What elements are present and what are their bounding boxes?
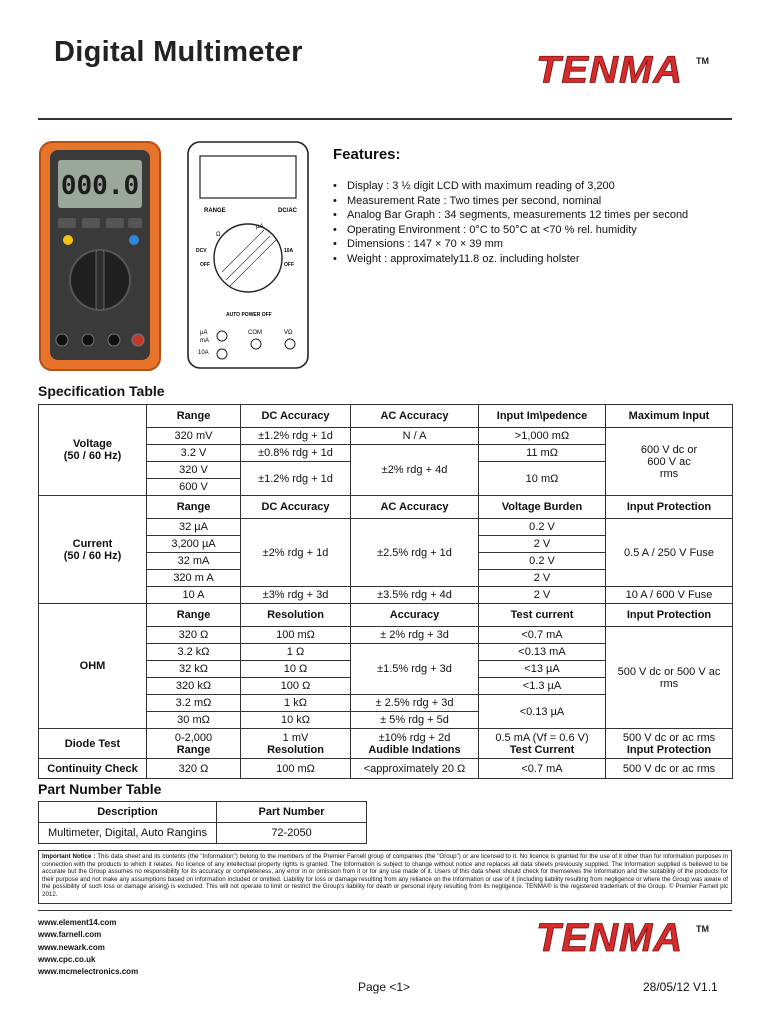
table-cell: ± 5% rdg + 5d	[351, 712, 479, 729]
link-mcmelectronics[interactable]: www.mcmelectronics.com	[38, 967, 139, 977]
notice-label: Important Notice :	[42, 853, 96, 860]
svg-text:COM: COM	[248, 330, 262, 336]
col-header: Range	[176, 743, 211, 756]
table-cell: 320 Ω	[147, 627, 241, 644]
feature-item: • Measurement Rate : Two times per second, nominal	[333, 194, 733, 209]
col-header: Audible Indations	[368, 743, 461, 756]
table-cell: >1,000 mΩ	[479, 428, 606, 445]
notice-text: This data sheet and its contents (the "Information") belong to the members of the Premier Farnell group of companies (the "Group") or are licensed to it. No licence is granted for the use of it other than for information purposes in connection with the products to which it relates. No licence of any intellectual property rights is granted. The Information is subject to change without notice and replaces all data sheets previously supplied. The Information supplied is believed to be accurate but the Group assumes no responsibility for its accuracy or completeness, any error in or omission from it or for any use made of it. Users of this data sheet should check for themselves the Information and the suitability of the products for their purpose and not make any assumptions based on information included or omitted. Liability for loss or damage resulting from any reliance on the Information or use of it (including liability resulting from negligence or where the Group was aware of the possibility of such loss or damage arising) is excluded. This will not operate to limit or restrict the Group's liability for death or personal injury resulting from its negligence. TENMA® is the registered trademark of the Group. © Premier Farnell plc 2012.	[42, 853, 728, 898]
features-section	[333, 146, 733, 266]
page-title: Digital Multimeter	[54, 36, 303, 68]
svg-text:OFF: OFF	[284, 262, 294, 268]
feature-item: • Analog Bar Graph : 34 segments, measurements 12 times per second	[333, 208, 733, 223]
col-header: Accuracy	[351, 604, 479, 627]
product-drawing	[186, 140, 310, 372]
table-cell: 3.2 kΩ	[147, 644, 241, 661]
table-cell: 32 kΩ	[147, 661, 241, 678]
table-cell: 320 Ω	[147, 759, 241, 779]
table-cell	[479, 729, 606, 759]
footer-divider	[38, 910, 732, 911]
table-cell: 320 mV	[147, 428, 241, 445]
table-cell	[147, 729, 241, 759]
important-notice	[38, 850, 732, 904]
svg-text:µA: µA	[256, 224, 264, 230]
table-cell: 500 V dc or ac rms	[622, 731, 716, 744]
col-header: AC Accuracy	[351, 496, 479, 519]
table-cell: 320 m A	[147, 570, 241, 587]
link-farnell[interactable]: www.farnell.com	[38, 930, 102, 940]
table-cell	[241, 729, 351, 759]
table-cell: ± 2.5% rdg + 3d	[351, 695, 479, 712]
col-header: Input Protection	[606, 604, 733, 627]
table-cell: 10 Ω	[241, 661, 351, 678]
col-header: Voltage Burden	[479, 496, 606, 519]
col-header: Maximum Input	[606, 405, 733, 428]
brand-logo-top	[536, 53, 696, 97]
table-cell: <0.7 mA	[479, 759, 606, 779]
table-cell	[606, 729, 733, 759]
table-cell: ±1.2% rdg + 1d	[241, 428, 351, 445]
table-cell: <0.7 mA	[479, 627, 606, 644]
table-cell: 2 V	[479, 536, 606, 553]
table-cell: 320 V	[147, 462, 241, 479]
col-header: Test Current	[509, 743, 575, 756]
document-date: 28/05/12 V1.1	[643, 980, 718, 994]
continuity-label: Continuity Check	[39, 759, 147, 779]
table-cell: 10 kΩ	[241, 712, 351, 729]
table-cell: 0.2 V	[479, 519, 606, 536]
table-cell: 320 kΩ	[147, 678, 241, 695]
table-cell: 2 V	[479, 587, 606, 604]
col-header: DC Accuracy	[241, 405, 351, 428]
part-table-title: Part Number Table	[38, 781, 162, 797]
current-label: Current (50 / 60 Hz)	[39, 496, 147, 604]
table-cell: <0.13 mA	[479, 644, 606, 661]
table-cell: 2 V	[479, 570, 606, 587]
table-cell: 0.5 mA (Vf = 0.6 V)	[495, 731, 589, 744]
table-cell: <approximately 20 Ω	[351, 759, 479, 779]
table-cell: 0.2 V	[479, 553, 606, 570]
table-cell: ±3% rdg + 3d	[241, 587, 351, 604]
feature-item: • Display : 3 ½ digit LCD with maximum reading of 3,200	[333, 179, 733, 194]
table-cell: 500 V dc or 500 V ac rms	[606, 627, 733, 729]
table-cell: 32 µA	[147, 519, 241, 536]
table-cell: ±2% rdg + 4d	[351, 445, 479, 496]
table-cell: ±2% rdg + 1d	[241, 519, 351, 587]
table-cell: 30 mΩ	[147, 712, 241, 729]
voltage-label: Voltage (50 / 60 Hz)	[39, 405, 147, 496]
product-photo	[38, 140, 162, 372]
col-header: Input Protection	[606, 496, 733, 519]
ohm-label: OHM	[39, 604, 147, 729]
table-cell: ± 2% rdg + 3d	[351, 627, 479, 644]
svg-text:DC/AC: DC/AC	[278, 208, 297, 214]
table-cell: 600 V dc or 600 V ac rms	[606, 428, 733, 496]
tenma-logo-icon	[536, 53, 696, 87]
page-number: Page <1>	[358, 980, 411, 994]
table-cell: 1 Ω	[241, 644, 351, 661]
part-number-table	[38, 801, 367, 844]
link-element14[interactable]: www.element14.com	[38, 918, 117, 927]
table-cell: ±1.2% rdg + 1d	[241, 462, 351, 496]
table-cell: 3,200 µA	[147, 536, 241, 553]
table-cell: N / A	[351, 428, 479, 445]
col-header: Range	[147, 604, 241, 627]
feature-item: • Operating Environment : 0°C to 50°C at <70 % rel. humidity	[333, 223, 733, 238]
table-cell: 10 mΩ	[479, 462, 606, 496]
svg-text:10A: 10A	[284, 248, 294, 254]
svg-text:AUTO POWER OFF: AUTO POWER OFF	[226, 312, 272, 318]
features-list	[333, 179, 733, 266]
trademark-bottom: TM	[696, 924, 709, 934]
table-cell: ±1.5% rdg + 3d	[351, 644, 479, 695]
table-cell: 500 V dc or ac rms	[606, 759, 733, 779]
col-header: AC Accuracy	[351, 405, 479, 428]
table-cell	[351, 729, 479, 759]
col-header: Range	[147, 405, 241, 428]
table-cell: 100 Ω	[241, 678, 351, 695]
svg-text:µA: µA	[200, 330, 208, 336]
svg-text:TENMA: TENMA	[536, 53, 684, 88]
table-cell: 10 A	[147, 587, 241, 604]
footer-links	[38, 917, 138, 978]
table-cell: ±2.5% rdg + 1d	[351, 519, 479, 587]
svg-text:Ω: Ω	[216, 232, 221, 238]
header-divider	[38, 118, 732, 120]
table-cell: 72-2050	[217, 823, 367, 844]
link-newark[interactable]: www.newark.com	[38, 942, 105, 952]
feature-item: • Dimensions : 147 × 70 × 39 mm	[333, 237, 733, 252]
col-header: Part Number	[217, 802, 367, 823]
table-cell: ±0.8% rdg + 1d	[241, 445, 351, 462]
col-header: Resolution	[241, 604, 351, 627]
table-cell: ±3.5% rdg + 4d	[351, 587, 479, 604]
svg-text:DCV: DCV	[196, 248, 207, 254]
col-header: DC Accuracy	[241, 496, 351, 519]
table-cell: <13 µA	[479, 661, 606, 678]
svg-text:mA: mA	[200, 338, 209, 344]
svg-text:VΩ: VΩ	[284, 330, 293, 336]
feature-item: • Weight : approximately11.8 oz. including holster	[333, 252, 733, 267]
trademark-top: TM	[696, 56, 709, 66]
tenma-logo-icon	[536, 920, 696, 956]
table-cell: Multimeter, Digital, Auto Rangins	[39, 823, 217, 844]
table-cell: 32 mA	[147, 553, 241, 570]
col-header: Description	[39, 802, 217, 823]
table-cell: ±10% rdg + 2d	[378, 731, 451, 744]
table-cell: <1.3 µA	[479, 678, 606, 695]
table-cell: 11 mΩ	[479, 445, 606, 462]
table-cell: 100 mΩ	[241, 759, 351, 779]
col-header: Test current	[479, 604, 606, 627]
svg-text:TENMA: TENMA	[536, 920, 684, 956]
col-header: Input Protection	[626, 743, 712, 756]
features-heading: Features:	[333, 146, 401, 163]
col-header: Range	[147, 496, 241, 519]
specification-table	[38, 404, 733, 779]
brand-logo-bottom	[536, 920, 696, 966]
table-cell: 0-2,000	[174, 731, 213, 744]
table-cell: 600 V	[147, 479, 241, 496]
spec-table-title: Specification Table	[38, 383, 165, 399]
meter-lcd-display: 000.0	[60, 171, 140, 201]
table-cell: 0.5 A / 250 V Fuse	[606, 519, 733, 587]
diode-label: Diode Test	[39, 729, 147, 759]
svg-text:OFF: OFF	[200, 262, 210, 268]
table-cell: <0.13 µA	[479, 695, 606, 729]
table-cell: 10 A / 600 V Fuse	[606, 587, 733, 604]
table-cell: 100 mΩ	[241, 627, 351, 644]
svg-text:10A: 10A	[198, 350, 209, 356]
table-cell: 3.2 V	[147, 445, 241, 462]
col-header: Input Im\pedence	[479, 405, 606, 428]
col-header: Resolution	[267, 743, 324, 756]
link-cpc[interactable]: www.cpc.co.uk	[38, 954, 96, 964]
table-cell: 3.2 mΩ	[147, 695, 241, 712]
table-cell: 1 mV	[282, 731, 309, 744]
svg-text:RANGE: RANGE	[204, 208, 226, 214]
table-cell: 1 kΩ	[241, 695, 351, 712]
